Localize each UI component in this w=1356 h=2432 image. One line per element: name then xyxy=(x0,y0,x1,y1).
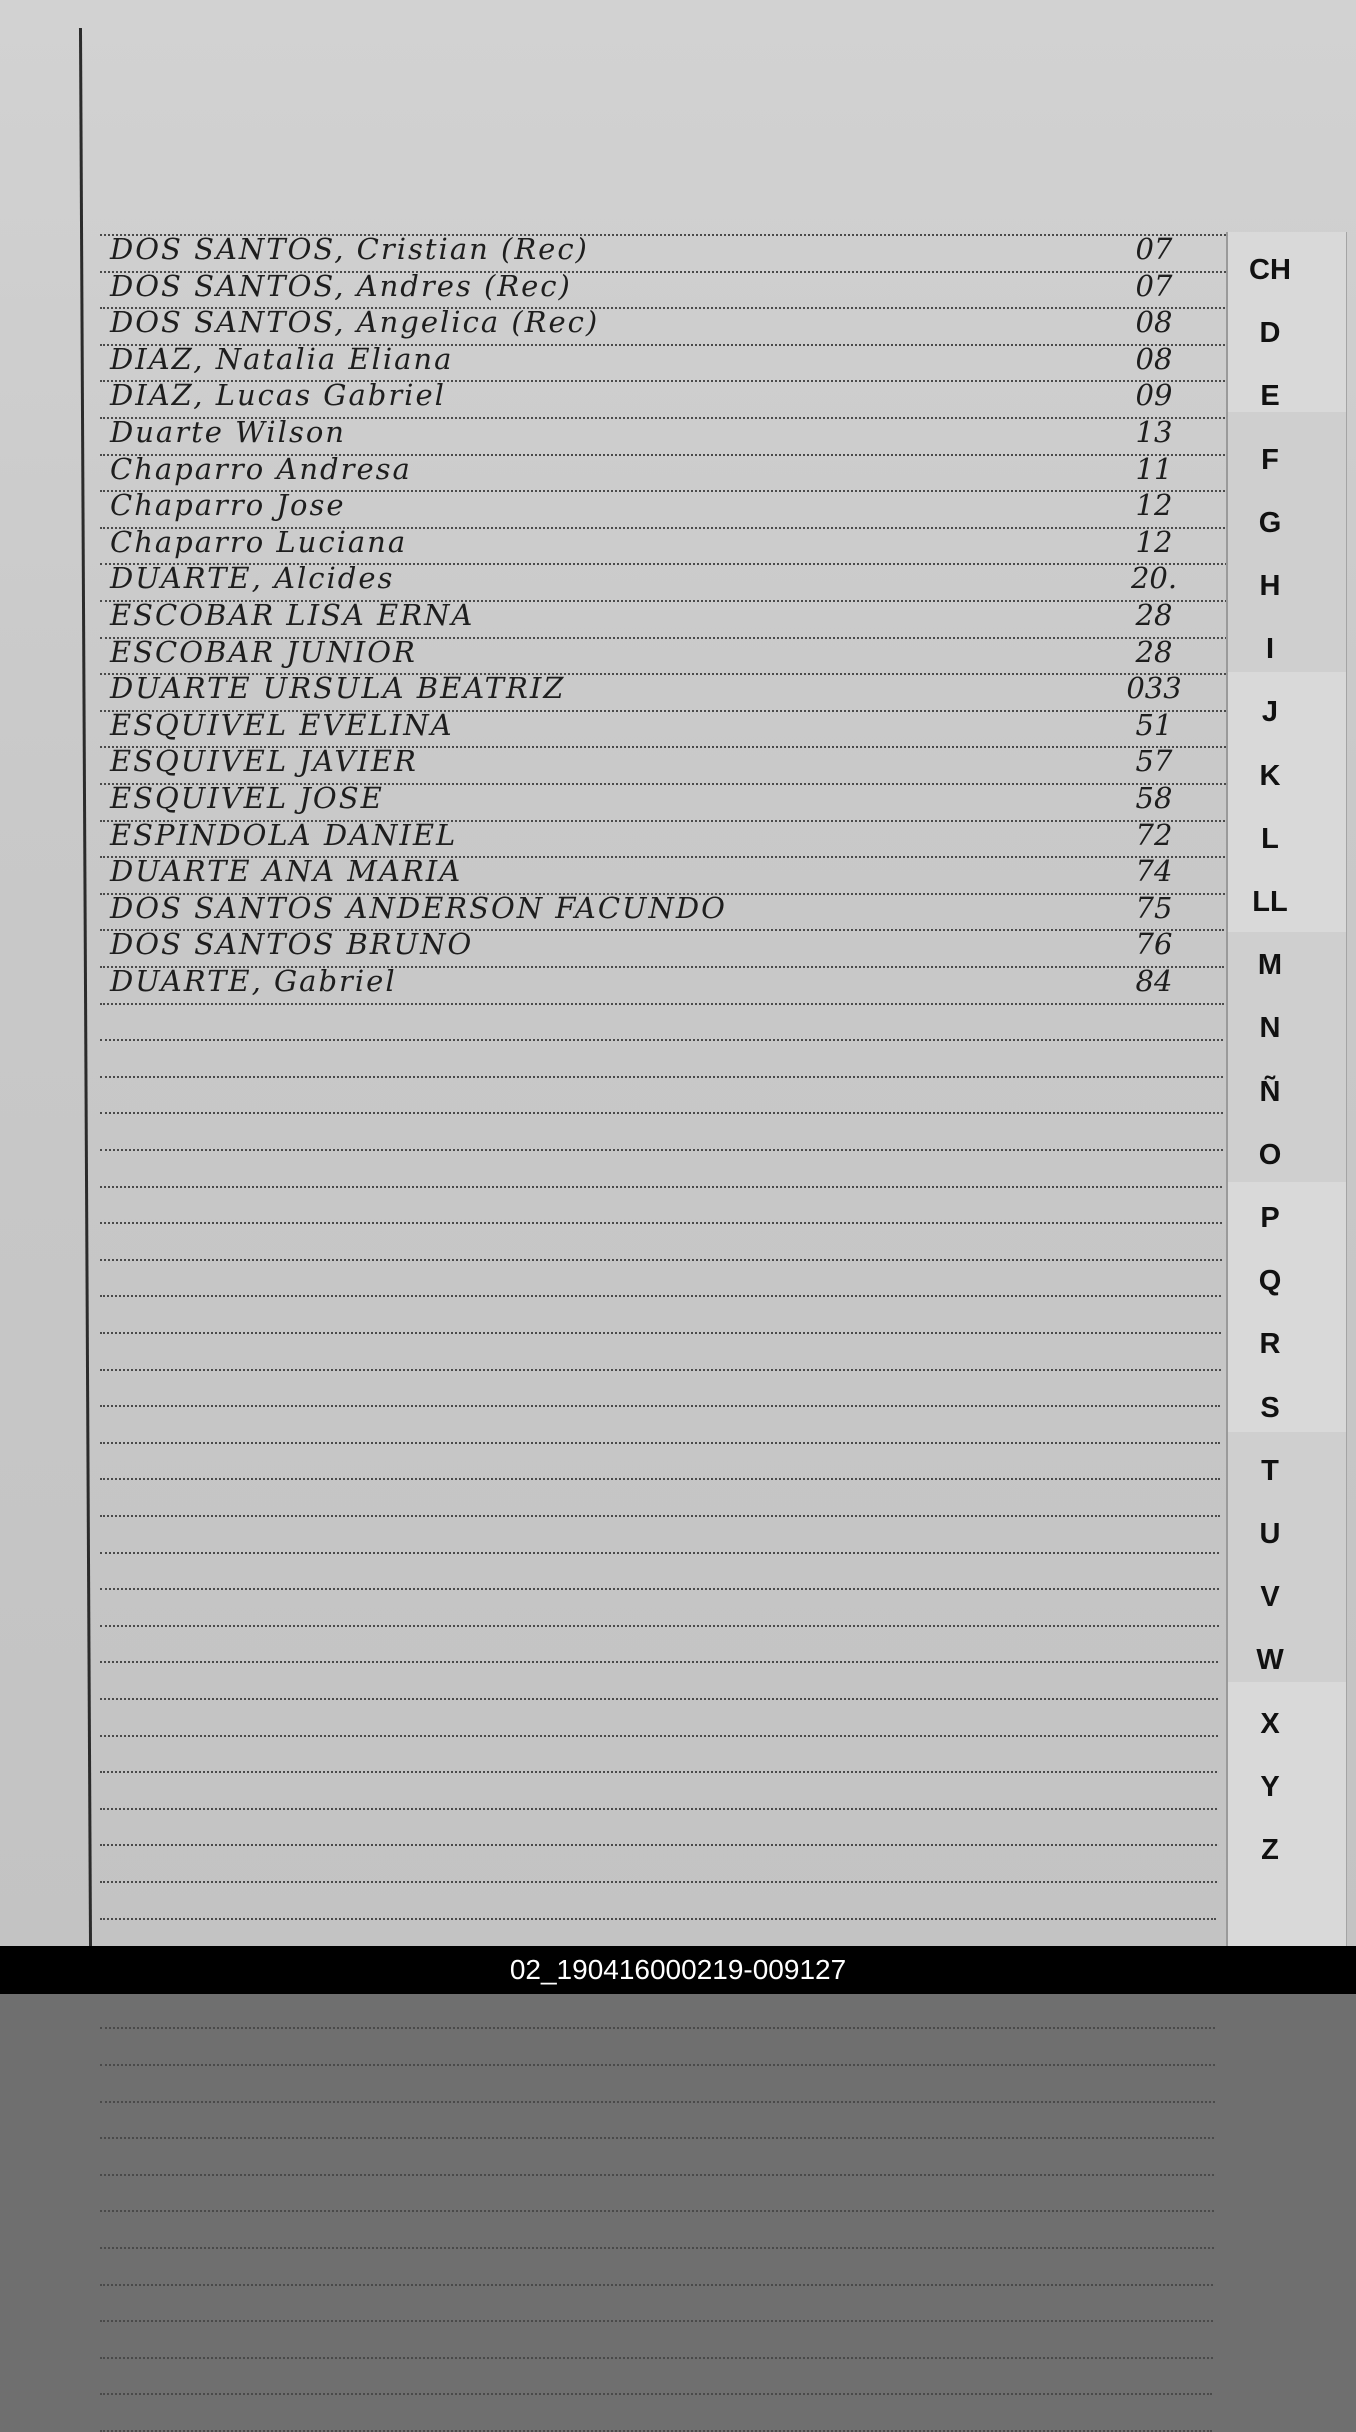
ruled-line xyxy=(100,1918,1216,1920)
index-tab-letter[interactable]: F xyxy=(1261,443,1279,476)
index-tab-letter[interactable]: W xyxy=(1256,1644,1284,1677)
ruled-line xyxy=(100,1552,1219,1554)
entry-page-number: 08 xyxy=(1135,305,1173,340)
index-entry xyxy=(104,342,1224,378)
entry-page-number: 74 xyxy=(1135,854,1173,889)
ruled-line xyxy=(100,1881,1217,1883)
ruled-line xyxy=(100,1222,1222,1224)
index-entry xyxy=(104,488,1224,524)
index-tab-letter[interactable]: Z xyxy=(1261,1834,1279,1866)
ruled-line xyxy=(100,1332,1221,1334)
entry-name: DUARTE ANA MARIA xyxy=(110,854,463,889)
entry-page-number: 20. xyxy=(1130,561,1178,596)
entry-name: ESQUIVEL JOSE xyxy=(110,781,384,815)
index-entry xyxy=(104,818,1224,854)
entry-name: DOS SANTOS, Andres (Rec) xyxy=(110,268,572,303)
entry-page-number: 07 xyxy=(1135,268,1173,303)
index-entry xyxy=(104,891,1224,927)
index-entry xyxy=(104,854,1224,890)
index-tab-letter[interactable]: M xyxy=(1257,949,1283,982)
index-tab-letter[interactable]: D xyxy=(1259,317,1281,350)
ruled-line xyxy=(100,1588,1219,1590)
index-tab-letter[interactable]: U xyxy=(1259,1518,1281,1550)
ruled-line xyxy=(100,1295,1221,1297)
index-tab-letter[interactable]: Y xyxy=(1260,1770,1280,1803)
index-entry xyxy=(104,598,1224,634)
index-entry xyxy=(104,927,1224,963)
ruled-line xyxy=(100,2174,1214,2176)
index-tab-letter[interactable]: J xyxy=(1261,696,1279,729)
ruled-line xyxy=(100,2101,1215,2103)
entry-page-number: 07 xyxy=(1135,232,1173,266)
index-tab-letter[interactable]: K xyxy=(1259,759,1281,792)
index-entry xyxy=(104,964,1224,1000)
entry-name: DUARTE, Alcides xyxy=(110,561,395,596)
entry-page-number: 033 xyxy=(1126,671,1182,706)
index-entry xyxy=(104,708,1224,744)
entry-name: DOS SANTOS, Cristian (Rec) xyxy=(110,232,589,266)
ruled-line xyxy=(100,2210,1214,2212)
entry-page-number: 28 xyxy=(1135,598,1173,632)
entry-name: ESQUIVEL EVELINA xyxy=(110,707,454,742)
index-entry xyxy=(104,452,1224,488)
entry-name: Chaparro Andresa xyxy=(110,451,412,486)
entry-page-number: 12 xyxy=(1135,524,1173,559)
entry-name: DUARTE, Gabriel xyxy=(110,964,397,998)
entry-name: ESCOBAR JUNIOR xyxy=(110,634,417,669)
entry-name: Duarte Wilson xyxy=(110,415,346,449)
index-tab-letter[interactable]: T xyxy=(1261,1454,1279,1487)
entry-page-number: 58 xyxy=(1135,781,1173,815)
entry-page-number: 75 xyxy=(1135,890,1173,925)
ruled-line xyxy=(100,2320,1213,2322)
ruled-line xyxy=(100,1003,1224,1005)
ruled-line xyxy=(100,1661,1218,1663)
entry-name: Chaparro Luciana xyxy=(110,524,408,559)
entry-name: DIAZ, Natalia Eliana xyxy=(110,341,454,376)
ruled-line xyxy=(100,1186,1222,1188)
index-entry xyxy=(104,525,1224,561)
entry-page-number: 76 xyxy=(1135,927,1173,962)
ruled-line xyxy=(100,1515,1220,1517)
index-tab-letter[interactable]: L xyxy=(1261,822,1279,855)
margin-line xyxy=(79,28,92,1946)
index-entry xyxy=(104,561,1224,597)
entry-page-number: 09 xyxy=(1135,378,1173,413)
ruled-line xyxy=(100,2393,1212,2395)
entry-page-number: 57 xyxy=(1135,744,1173,779)
index-entry xyxy=(104,781,1224,817)
alphabet-index-tabs xyxy=(1226,232,1356,1946)
ruled-line xyxy=(100,1149,1223,1151)
entry-name: Chaparro Jose xyxy=(110,488,346,523)
ruled-line xyxy=(100,2137,1214,2139)
image-id-footer xyxy=(0,1946,1356,1994)
index-entry xyxy=(104,232,1224,268)
ruled-line xyxy=(100,1478,1220,1480)
entry-page-number: 08 xyxy=(1135,341,1173,376)
ruled-line xyxy=(100,1625,1219,1627)
index-tab-letter[interactable]: R xyxy=(1259,1328,1281,1361)
ruled-line xyxy=(100,1844,1217,1846)
entry-name: ESQUIVEL JAVIER xyxy=(110,744,418,779)
image-id-label: 02_190416000219-009127 xyxy=(509,1954,847,1985)
entry-name: DUARTE URSULA BEATRIZ xyxy=(110,671,566,706)
index-tab-letter[interactable]: CH xyxy=(1249,254,1291,286)
ruled-line xyxy=(100,2357,1213,2359)
index-tab-letter[interactable]: LL xyxy=(1252,886,1288,918)
ruled-line xyxy=(100,2064,1215,2066)
index-tab-letter[interactable]: P xyxy=(1260,1202,1280,1234)
entry-page-number: 72 xyxy=(1135,817,1173,852)
ruled-line xyxy=(100,1735,1218,1737)
ruled-line xyxy=(100,1259,1222,1261)
ruled-line xyxy=(100,2027,1215,2029)
entry-name: DIAZ, Lucas Gabriel xyxy=(110,378,446,413)
ruled-line xyxy=(100,1369,1221,1371)
index-tab-letter[interactable]: G xyxy=(1258,506,1282,539)
index-tab-letter[interactable]: S xyxy=(1260,1391,1280,1424)
entry-page-number: 12 xyxy=(1135,488,1173,523)
index-tab-letter[interactable]: H xyxy=(1259,570,1281,602)
ruled-line xyxy=(100,1076,1223,1078)
index-tab-letter[interactable]: X xyxy=(1260,1707,1280,1740)
index-entry xyxy=(104,635,1224,671)
ruled-line xyxy=(100,1698,1218,1700)
ruled-line xyxy=(100,1808,1217,1810)
entry-page-number: 28 xyxy=(1135,634,1173,669)
index-entry xyxy=(104,378,1224,414)
index-entry xyxy=(104,269,1224,305)
index-entry xyxy=(104,671,1224,707)
entry-page-number: 11 xyxy=(1135,451,1173,486)
ruled-line xyxy=(100,1405,1220,1407)
entry-name: ESCOBAR LISA ERNA xyxy=(110,598,475,632)
entry-page-number: 51 xyxy=(1135,707,1173,742)
ruled-line xyxy=(100,1112,1223,1114)
index-tab-letter[interactable]: N xyxy=(1259,1012,1281,1045)
index-tab-letter[interactable]: Q xyxy=(1258,1265,1282,1298)
ruled-line xyxy=(100,2284,1213,2286)
index-entry xyxy=(104,744,1224,780)
index-entry xyxy=(104,415,1224,451)
entry-name: DOS SANTOS ANDERSON FACUNDO xyxy=(110,890,727,925)
index-entry xyxy=(104,305,1224,341)
index-tab-letter[interactable]: E xyxy=(1260,380,1280,413)
ruled-line xyxy=(100,1442,1220,1444)
index-tab-letter[interactable]: O xyxy=(1258,1138,1282,1171)
index-tab-letter[interactable]: Ñ xyxy=(1259,1075,1281,1108)
entry-page-number: 84 xyxy=(1135,964,1173,998)
entry-page-number: 13 xyxy=(1135,415,1173,449)
index-tab-letter[interactable]: I xyxy=(1265,633,1275,666)
index-tab-letter[interactable]: V xyxy=(1260,1581,1280,1614)
entry-name: DOS SANTOS, Angelica (Rec) xyxy=(110,305,600,340)
ruled-line xyxy=(100,2247,1214,2249)
ruled-line xyxy=(100,1039,1223,1041)
entry-name: ESPINDOLA DANIEL xyxy=(110,817,458,852)
ruled-line xyxy=(100,1771,1217,1773)
entry-name: DOS SANTOS BRUNO xyxy=(110,927,474,962)
